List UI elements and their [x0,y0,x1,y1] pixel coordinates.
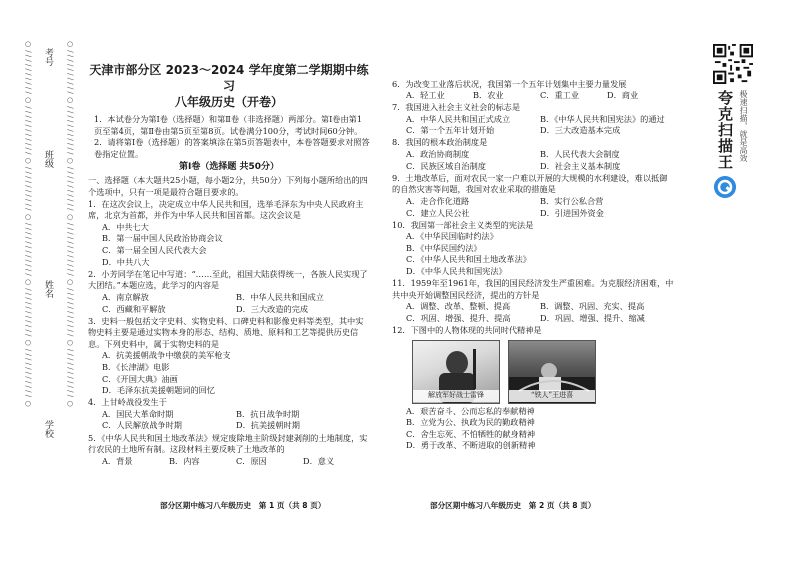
answer-option: C．巩固、增强、提升、提高 [406,312,511,323]
binding-marks-outer: ○ / / / / / / / / / / ○ / / / / / / / / / / / ○ / / / / / / / / / / ○ / / / / / / / / / / / / ○ / / / / / / / / / / / ○ / / / / / / / / / / / ○ [24,40,32,408]
answer-option: A．中共七大 [102,221,149,232]
answer-option: C．民族区域自治制度 [406,160,486,171]
answer-option: A．《中华民国临时约法》 [406,231,498,242]
answer-option: C．《开国大典》油画 [102,373,178,384]
question-number: 5． [88,432,102,443]
question-8 [392,137,674,172]
option-list [392,90,674,102]
brand-name: 夸克扫描王 [716,90,734,170]
photo-caption-1: 解放军好战士雷锋 [413,390,499,402]
question-text [88,269,370,292]
binding-label-school: 学校 [43,420,53,438]
answer-option: A．南京解放 [102,291,149,302]
answer-option: A．政治协商制度 [406,149,470,160]
answer-option: A．国民大革命时期 [102,408,174,419]
instruction-1: 1．本试卷分为第Ⅰ卷（选择题）和第Ⅱ卷（非选择题）两部分。第Ⅰ卷由第1页至第4页，第Ⅱ卷由第5页至第8页。试卷满分100分，考试时间60分钟。 [94,114,363,136]
answer-option: B．立党为公、执政为民的勤政精神 [406,417,535,428]
question-1 [88,199,370,269]
question-list-right [392,79,674,452]
option-list [392,231,674,277]
question-6 [392,79,674,102]
answer-option: D．引进国外资金 [540,207,604,218]
answer-option: C．重工业 [540,90,580,101]
question-text [392,137,674,149]
question-number: 8． [392,137,406,148]
answer-option: D．《中华人民共和国宪法》 [406,266,507,276]
page-footer-right: 部分区期中练习八年级历史 第 2 页（共 8 页） [430,501,596,510]
answer-option: B．调整、巩固、充实、提高 [540,301,645,312]
answer-option: D．三大改造的完成 [236,303,309,314]
answer-option: B．《长津湖》电影 [102,361,170,372]
scanner-brand [716,90,752,238]
question-text [392,220,674,232]
answer-option: A．调整、改革、整顿、提高 [406,301,511,312]
question-number: 3． [88,315,102,326]
answer-option: A．中华人民共和国正式成立 [406,113,511,124]
question-text [392,79,674,91]
question-stem: 我国进入社会主义社会的标志是 [405,102,521,113]
answer-option: C．建立人民公社 [406,207,470,218]
answer-option: D．三大改造基本完成 [540,125,621,136]
question-text [392,173,674,196]
question-stem: 我国第一部社会主义类型的宪法是 [410,219,534,230]
answer-option: D．勇于改革、不断进取的创新精神 [406,440,536,451]
exam-subtitle: 八年级历史（开卷） [174,95,283,109]
question-2 [88,269,370,315]
question-number: 10． [392,219,411,230]
answer-option: A．轻工业 [406,90,445,101]
right-column [392,78,674,452]
question-number: 1． [88,198,102,209]
answer-option: B．《中华人民共和国宪法》的通过 [540,113,665,124]
answer-option: D．意义 [303,455,335,466]
question-stem: 1959年至1961年，我国的国民经济发生严重困难。为克服经济困难，中共中央开始调整国民经济，提出的方针是 [392,278,674,300]
answer-option: B．农业 [473,90,504,101]
question-number: 2． [88,268,102,279]
binding-marks-inner: ○ / / / / / / / / / / ○ / / / / / / / / / / / ○ / / / / / / / / / / ○ / / / / / / / / / / / / ○ / / / / / / / / / / / ○ / / / / / / / / / / / ○ [66,40,74,408]
question-stem: 我国的根本政治制度是 [405,137,488,148]
option-list [88,409,370,432]
section-heading: 第Ⅰ卷（选择题 共50分） [178,162,279,173]
instruction-2: 2．请将第Ⅰ卷（选择题）的答案填涂在第5页答题表中，本卷答题要求对照答卷指定位置。 [94,137,370,159]
binding-label-id: 考号 [43,48,53,66]
photo-row [392,340,674,404]
question-12 [392,325,674,452]
answer-option: C．人民解放战争时期 [102,420,182,431]
photo-wang-jinxi [508,340,596,404]
answer-option: C．第一个五年计划开始 [406,125,495,136]
question-stem: 小芳同学在笔记中写道：“……至此，祖国大陆获得统一，各族人民实现了大团结。”本题应选，此学习的内容是 [88,268,368,291]
answer-option: C．西藏和平解放 [102,303,166,314]
photo-lei-feng [412,340,500,404]
answer-option: B．中华人民共和国成立 [236,291,324,302]
option-list [88,222,370,268]
question-text [88,316,370,351]
question-text [392,102,674,114]
binding-strip [10,40,80,500]
question-number: 4． [88,397,102,408]
question-number: 12． [392,324,411,335]
answer-option: A．艰苦奋斗、公而忘私的奉献精神 [406,405,535,416]
question-11 [392,278,674,324]
section-intro: 一、选择题（本大题共25小题，每小题2分，共50分）下列每小题所给出的四个选项中，只有一项是最符合题目要求的。 [88,174,368,197]
question-10 [392,220,674,278]
option-list [392,149,674,172]
question-number: 9． [392,172,406,183]
answer-option: B．抗日战争时期 [236,408,300,419]
question-stem: 《中华人民共和国土地改革法》规定废除地主阶级封建剥削的土地制度，实行农民的土地所有制。这段材料主要反映了土地改革的 [88,432,368,455]
left-column [88,62,370,467]
question-stem: 上甘岭战役发生于 [101,397,167,408]
question-7 [392,102,674,137]
answer-option: C．《中华人民共和国土地改革法》 [406,254,531,265]
option-list [392,114,674,137]
binding-label-name: 姓名 [43,280,53,298]
option-list [392,196,674,219]
question-text [88,433,370,456]
answer-option: A．走合作化道路 [406,195,470,206]
answer-option: C．原因 [236,455,267,466]
question-number: 6． [392,78,406,89]
answer-option: D．巩固、增强、提升、缩减 [540,312,645,323]
answer-option: B．内容 [169,455,200,466]
answer-option: D．社会主义基本制度 [540,160,621,171]
question-stem: 在这次会议上，决定成立中华人民共和国，选举毛泽东为中央人民政府主席，北京为首都，并作为中华人民共和国首都。这次会议是 [88,198,364,221]
brand-slogan: 极速扫描，就是高效 [739,90,748,162]
question-text [392,325,674,337]
question-stem: 下图中的人物体现的共同时代精神是 [410,324,542,335]
answer-option: C．舍生忘死、不怕牺牲的献身精神 [406,428,536,439]
option-list [88,456,370,468]
option-list [88,292,370,315]
question-stem: 史料一般包括文字史料、实物史料、口碑史料和影像史料等类型，其中实物史料主要是通过实物本身的形态、结构、质地、原料和工艺等提供历史信息。下列史料中，属于实物史料的是 [88,315,364,349]
question-3 [88,316,370,397]
answer-option: B．人民代表大会制度 [540,149,620,160]
answer-option: B．第一届中国人民政治协商会议 [102,233,223,244]
question-5 [88,433,370,468]
page-footer-left: 部分区期中练习八年级历史 第 1 页（共 8 页） [160,501,326,510]
option-list [392,301,674,324]
exam-title: 天津市部分区 2023～2024 学年度第二学期期中练习 [89,63,369,93]
qr-code-icon [713,44,753,84]
question-text [392,278,674,301]
binding-label-class: 班级 [43,150,53,168]
question-stem: 为改变工业落后状况，我国第一个五年计划集中主要力量发展 [405,78,627,89]
answer-option: D．商业 [607,90,639,101]
question-number: 7． [392,102,406,113]
answer-option: D．中共八大 [102,256,150,267]
photo-caption-2: “铁人”王进喜 [509,390,595,402]
option-list [392,406,674,452]
answer-option: B．实行公私合营 [540,195,604,206]
question-4 [88,397,370,432]
brand-logo-icon [714,176,736,198]
question-number: 11． [392,278,411,289]
question-9 [392,173,674,219]
option-list [88,350,370,396]
answer-option: A．背景 [102,455,133,466]
question-list-left [88,199,370,468]
question-text [88,397,370,409]
question-stem: 土地改革后，面对农民一家一户难以开展的大规模的水利建设，难以抵御的自然灾害等问题，我国对农业采取的措施是 [392,172,668,195]
answer-option: D．毛泽东抗美援朝题词的回忆 [102,385,216,396]
answer-option: A．抗美援朝战争中缴获的美军枪支 [102,350,231,361]
answer-option: D．抗美援朝时期 [236,420,300,431]
answer-option: B．《中华民国约法》 [406,242,482,253]
answer-option: C．第一届全国人民代表大会 [102,245,207,256]
question-text [88,199,370,222]
